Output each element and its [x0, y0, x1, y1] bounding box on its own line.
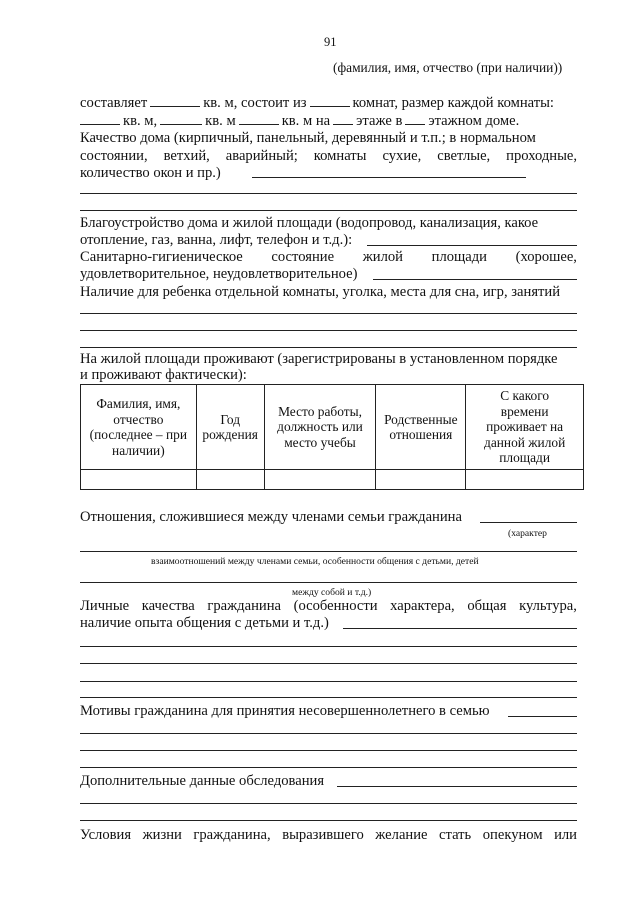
fill-line — [373, 279, 577, 280]
page-number: 91 — [324, 35, 337, 49]
text-line: Дополнительные данные обследования — [80, 773, 325, 789]
fill-line — [480, 522, 577, 523]
fill-line — [80, 313, 577, 314]
text-line: Мотивы гражданина для принятия несовершеннолетнего в семью — [80, 703, 490, 719]
text-line: Качество дома (кирпичный, панельный, деревянный и т.п.; в нормальном — [80, 130, 536, 146]
table-header-row — [81, 385, 584, 470]
table-cell[interactable] — [196, 470, 264, 490]
column-header-relationship: Родственные отношения — [376, 385, 466, 470]
header-caption: (фамилия, имя, отчество (при наличии)) — [333, 60, 563, 75]
residents-table — [80, 384, 584, 490]
text-line-justified: Санитарно-гигиеническое состояние жилой площади (хорошее, — [80, 249, 577, 265]
text-line: На жилой площади проживают (зарегистрированы в установленном порядке — [80, 351, 558, 367]
text-line-justified: состоянии, ветхий, аварийный; комнаты сухие, светлые, проходные, — [80, 148, 577, 164]
column-header-residence-since: С какого времени проживает на данной жилой площади — [466, 385, 584, 470]
field-caption: взаимоотношений между членами семьи, особенности общения с детьми, детей — [151, 556, 479, 567]
fill-line — [80, 803, 577, 804]
text-line: наличие опыта общения с детьми и т.д.) — [80, 615, 329, 631]
table-cell[interactable] — [81, 470, 197, 490]
fill-line — [252, 177, 526, 178]
table-cell[interactable] — [264, 470, 376, 490]
fill-line — [367, 245, 577, 246]
text-line: удовлетворительное, неудовлетворительное) — [80, 266, 358, 282]
fill-line — [80, 347, 577, 348]
text-line: кв. м, кв. м кв. м на этаже в этажном доме. — [80, 111, 519, 130]
fill-line — [80, 582, 577, 583]
table-cell[interactable] — [376, 470, 466, 490]
fill-line — [80, 646, 577, 647]
text-line: составляет кв. м, состоит из комнат, размер каждой комнаты: — [80, 95, 554, 111]
text-line: количество окон и пр.) — [80, 165, 221, 181]
table-row — [81, 470, 584, 490]
fill-line — [80, 767, 577, 768]
fill-line — [80, 820, 577, 821]
fill-line — [80, 551, 577, 552]
fill-line — [80, 330, 577, 331]
fill-line — [80, 697, 577, 698]
text-line-justified: Условия жизни гражданина, выразившего желание стать опекуном или — [80, 827, 577, 843]
fill-line — [80, 210, 577, 211]
text-line: и проживают фактически): — [80, 367, 247, 383]
text-line: отопление, газ, ванна, лифт, телефон и т.д.): — [80, 232, 353, 248]
text-line: Наличие для ребенка отдельной комнаты, уголка, места для сна, игр, занятий — [80, 284, 561, 300]
fill-line — [337, 786, 577, 787]
column-header-work-place: Место работы, должность или место учебы — [264, 385, 376, 470]
column-header-birth-year: Год рождения — [196, 385, 264, 470]
fill-line — [80, 663, 577, 664]
text-line: Благоустройство дома и жилой площади (водопровод, канализация, какое — [80, 215, 539, 231]
fill-line — [80, 681, 577, 682]
field-caption: между собой и т.д.) — [292, 587, 372, 598]
fill-line — [80, 193, 577, 194]
text-line: Отношения, сложившиеся между членами семьи гражданина — [80, 509, 462, 525]
fill-line — [343, 628, 577, 629]
fill-line — [80, 750, 577, 751]
column-header-name: Фамилия, имя, отчество (последнее – при наличии) — [81, 385, 197, 470]
table-cell[interactable] — [466, 470, 584, 490]
fill-line — [80, 733, 577, 734]
fill-line — [508, 716, 577, 717]
text-line-justified: Личные качества гражданина (особенности характера, общая культура, — [80, 598, 577, 614]
field-caption: (характер — [508, 528, 547, 539]
